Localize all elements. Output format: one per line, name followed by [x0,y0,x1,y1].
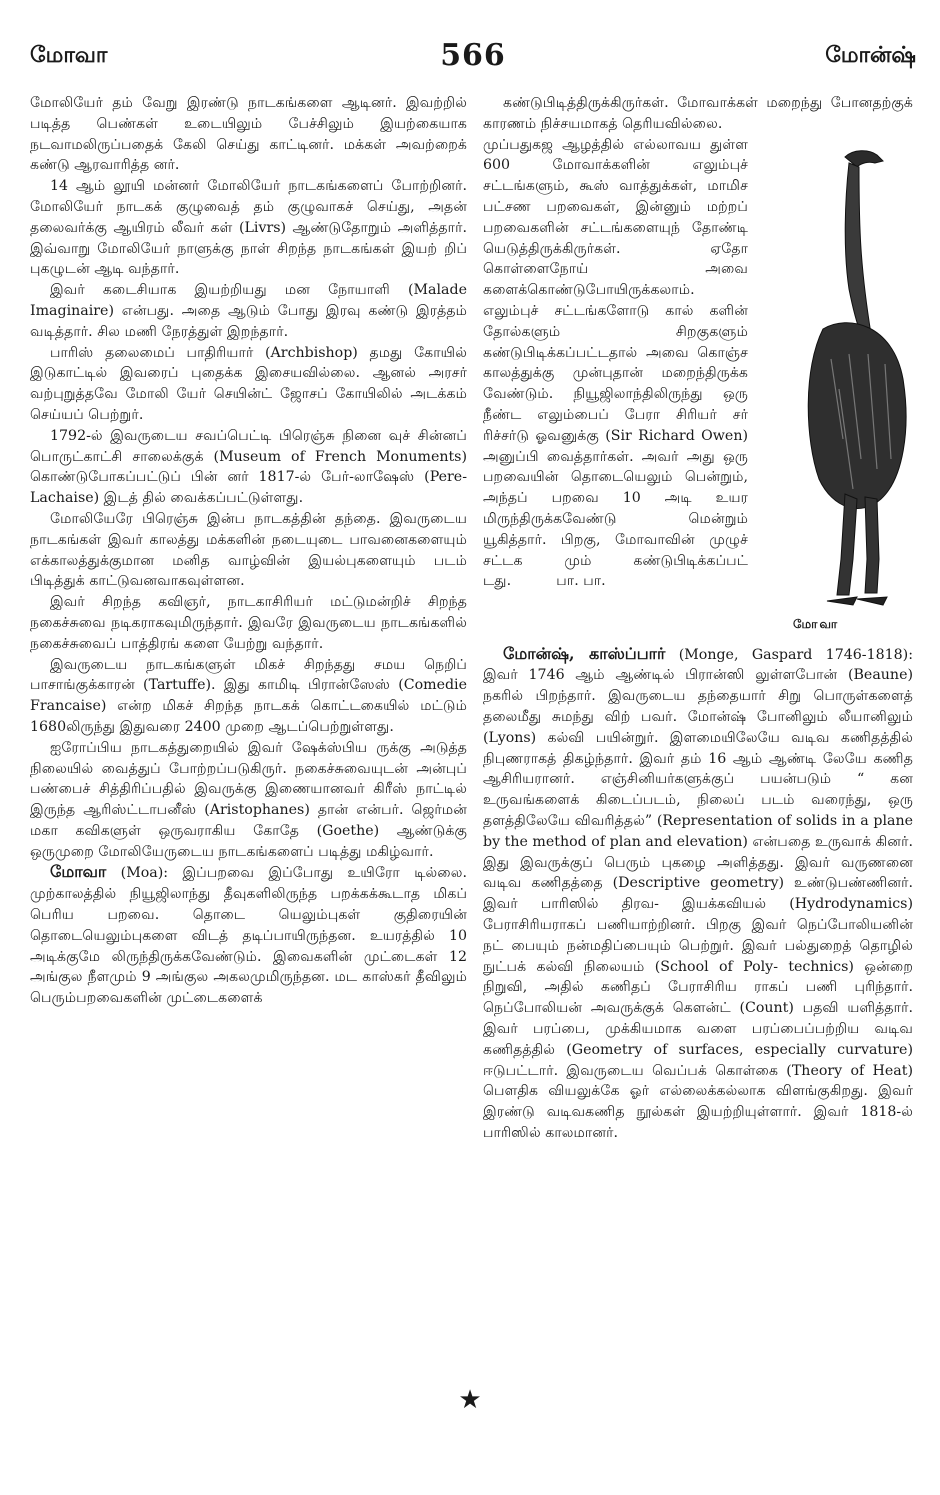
entry-body: (Monge, Gaspard 1746-1818): இவர் 1746 ஆம் ஆண்டில் பிரான்ஸி லுள்ளபோன் (Beaune) நகரில் பிறந்தார். இவருடைய தந்தையார் சிறு பொருள்களைத் தலைமீது சுமந்து விற் பவர். மோன்ஷ் போனிலும் லீயானிலும் (Lyons) கல்வி பயின்றுர். இளமையிலேயே வடிவ கணிதத்தில் நிபுணராகத் திகழ்ந்தார். இவர் தம் 16 ஆம் ஆண்டி லேயே கணித ஆசிரியரானர். எஞ்சினியர்களுக்குப் பயன்படும் “ கன உருவங்களைக் கிடைப்படம், நிலைப் படம் வரைந்து, ஒரு தளத்திலேயே விவரித்தல்” (Representation of solids in a plane by the method of plan and elevation) என்பதை உருவாக் கினர். இது இவருக்குப் பெரும் புகழை அளித்தது. இவர் வருணனை வடிவ கணிதத்தை (Descriptive geometry) உண்டுபண்ணினர். இவர் பாரிஸில் திரவ- இயக்கவியல் (Hydrodynamics) பேராசிரியராகப் பணியாற்றினர். பிறகு இவர் நெப்போலியனின் நட் பையும் நன்மதிப்பையும் பெற்றுர். இவர் பல்துறைத் தொழில் நுட்பக் கல்வி நிலையம் (School of Poly- technics) ஒன்றை நிறுவி, அதில் கணிதப் பேராசிரிய ராகப் பணி புரிந்தார். நெப்போலியன் அவருக்குக் கௌன்ட் (Count) பதவி யளித்தார். இவர் பரப்பை, முக்கியமாக வளை பரப்பைப்பற்றிய வடிவ கணிதத்தில் (Geometry of surfaces, especially curvature) ஈடுபட்டார். இவருடைய வெப்பக் கொள்கை (Theory of Heat) பௌதிக வியலுக்கே ஓர் எல்லைக்கல்லாக விளங்குகிறது. இவர் இரண்டு வடிவகணித நூல்கள் இயற்றியுள்ளார். இவர் 1818-ல் பாரிஸில் காலமானர். [483,646,914,1141]
moa-bird-illustration [753,139,913,609]
author-initials: பா. பா. [556,573,606,590]
paragraph: ஐரோப்பிய நாடகத்துறையில் இவர் ஷேக்ஸ்பிய ருக்கு அடுத்த நிலையில் வைத்துப் போற்றப்படுகிருர். நகைச்சுவையுடன் அன்புப் பண்பைச் சித்திரிப்பதில் இவருக்கு இணையானவர் கிரீஸ் நாட்டில் இருந்த ஆரிஸ்ட்டாபனீஸ் (Aristophanes) தான் என்பர். ஜெர்மன் மகா கவிகளுள் ஒருவராகிய கோதே (Goethe) ஆண்டுக்கு ஒருமுறை மோலியேருடைய நாடகங்களைப் படித்து மகிழ்வார். [30,739,467,860]
entry-monge [483,644,913,1144]
paragraph: பாரிஸ் தலைமைப் பாதிரியார் (Archbishop) தமது கோயில் இடுகாட்டில் இவரைப் புதைக்க இசையவில்லை. ஆனல் அரசர் வற்புறுத்தவே மோலி யேர் செயின்ட் ஜோசப் கோயிலில் அடக்கம் செய்யப் பெற்றுர். [30,344,467,423]
paragraph: 14 ஆம் லூயி மன்னர் மோலியேர் நாடகங்களைப் போற்றினர். மோலியேர் நாடகக் குழுவைத் தம் குழுவாகச் செய்து, அதன் தலைவர்க்கு ஆயிரம் லீவர் கள் (Livrs) ஆண்டுதோறும் அளித்தார். இவ்வாறு மோலியேர் நாளுக்கு நாள் சிறந்த நாடகங்கள் இயற் றிப் புகழுடன் ஆடி வந்தார். [30,178,467,278]
entry-heading: மோன்ஷ், காஸ்ப்பார் [503,643,666,663]
paragraph: மோலியேர் தம் வேறு இரண்டு நாடகங்களை ஆடினர். இவற்றில் படித்த பெண்கள் உடையிலும் பேச்சிலும் இயற்கையாக நடவாமலிருப்பதைக் கேலி செய்து காட்டினர். மக்கள் அவற்றைக் கண்டு ஆரவாரித்த னர். [30,95,467,174]
figure-caption: மோவா [793,616,840,631]
left-column [30,93,467,1009]
running-head-right: மோன்ஷ் [825,42,916,68]
paragraph: கண்டுபிடித்திருக்கிருர்கள். மோவாக்கள் மறைந்து போனதற்குக் காரணம் நிச்சயமாகத் தெரியவில்லை. [483,95,913,132]
paragraph: மோலியேரே பிரெஞ்சு இன்ப நாடகத்தின் தந்தை. இவருடைய நாடகங்கள் இவர் காலத்து மக்களின் நடையுடை பாவனைகளையும் எக்காலத்துக்குமான மனித வாழ்வின் இயல்புகளையும் படம் பிடித்துக் காட்டுவனவாகவுள்ளன. [30,510,467,590]
moa-figure [753,139,913,644]
page-header [30,38,916,78]
right-column [483,93,913,1144]
paragraph: முப்பதுகஜ ஆழத்தில் எல்லாவய துள்ள 600 மோவாக்களின் எலும்புச் சட்டங்களும், கூஸ் வாத்துக்கள், மாமிச பட்சண பறவைகள், இன்னும் மற்றப் பறவைகளின் சட்டங்களையுந் தோண்டி யெடுத்திருக்கிருர்கள். ஏதோ கொள்ளைநோய் அவை களைக்கொண்டுபோயிருக்கலாம். எலும்புச் சட்டங்களோடு கால் களின் தோல்களும் சிறகுகளும் கண்டுபிடிக்கப்பட்டதால் அவை கொஞ்ச காலத்துக்கு முன்புதான் மறைந்திருக்க வேண்டும். நியூஜிலாந்திலிருந்து ஒரு நீண்ட எலும்பைப் பேரா சிரியர் சர் ரிச்சர்டு ஓவனுக்கு (Sir Richard Owen) அனுப்பி வைத்தார்கள். அவர் அது ஒரு பறவையின் தொடையெலும் பென்றும், அந்தப் பறவை 10 அடி உயர மிருந்திருக்கவேண்டு மென்றும் யூகித்தார். பிறகு, மோவாவின் முழுச் சட்டக மும் கண்டுபிடிக்கப்பட் டது. [483,136,748,590]
paragraph: 1792-ல் இவருடைய சவப்பெட்டி பிரெஞ்சு நினை வுச் சின்னப் பொருட்காட்சி சாலைக்குக் (Museum of French Monuments) கொண்டுபோகப்பட்டுப் பின் னர் 1817-ல் பேர்-லாஷேஸ் (Pere-Lachaise) இடத் தில் வைக்கப்பட்டுள்ளது. [30,427,467,507]
star-ornament: ★ [458,1385,482,1415]
running-head-left: மோவா [30,42,108,68]
figure-wrapped-text [483,135,748,593]
entry-heading: மோவா [50,862,107,882]
entry-moa [30,862,467,1009]
paragraph: இவருடைய நாடகங்களுள் மிகச் சிறந்தது சமய நெறிப் பாசாங்குக்காரன் (Tartuffe). இது காமிடி பிரான்ஸேஸ் (Comedie Francaise) என்ற மிகச் சிறந்த நாடகக் கொட்டகையில் மட்டும் 1680லிருந்து இதுவரை 2400 முறை ஆடப்பெற்றுள்ளது. [30,656,467,735]
paragraph: இவர் சிறந்த கவிஞர், நாடகாசிரியர் மட்டுமன்றிச் சிறந்த நகைச்சுவை நடிகராகவுமிருந்தார். இவரே இவருடைய நாடகங்களில் நகைச்சுவைப் பாத்திரங் களை யேற்று வந்தார். [30,594,467,652]
entry-body: (Moa): இப்பறவை இப்போது உயிரோ டில்லை. முற்காலத்தில் நியூஜிலாந்து தீவுகளிலிருந்த பறக்கக்கூடாத மிகப் பெரிய பறவை. தொடை யெலும்புகள் குதிரையின் தொடையெலும்புகளை விடத் தடிப்பாயிருந்தன. உயரத்தில் 10 அடிக்குமே லிருந்திருக்கவேண்டும். இவைகளின் முட்டைகள் 12 அங்குல நீளமும் 9 அங்குல அகலமுமிருந்தன. மட காஸ்கர் தீவிலும் பெரும்பறவைகளின் முட்டைகளைக் [30,865,467,1007]
paragraph: இவர் கடைசியாக இயற்றியது மன நோயாளி (Malade Imaginaire) என்பது. அதை ஆடும் போது இரவு கண்டு இரத்தம் வடித்தார். சில மணி நேரத்துள் இறந்தார். [30,282,467,340]
page-number: 566 [440,38,506,73]
